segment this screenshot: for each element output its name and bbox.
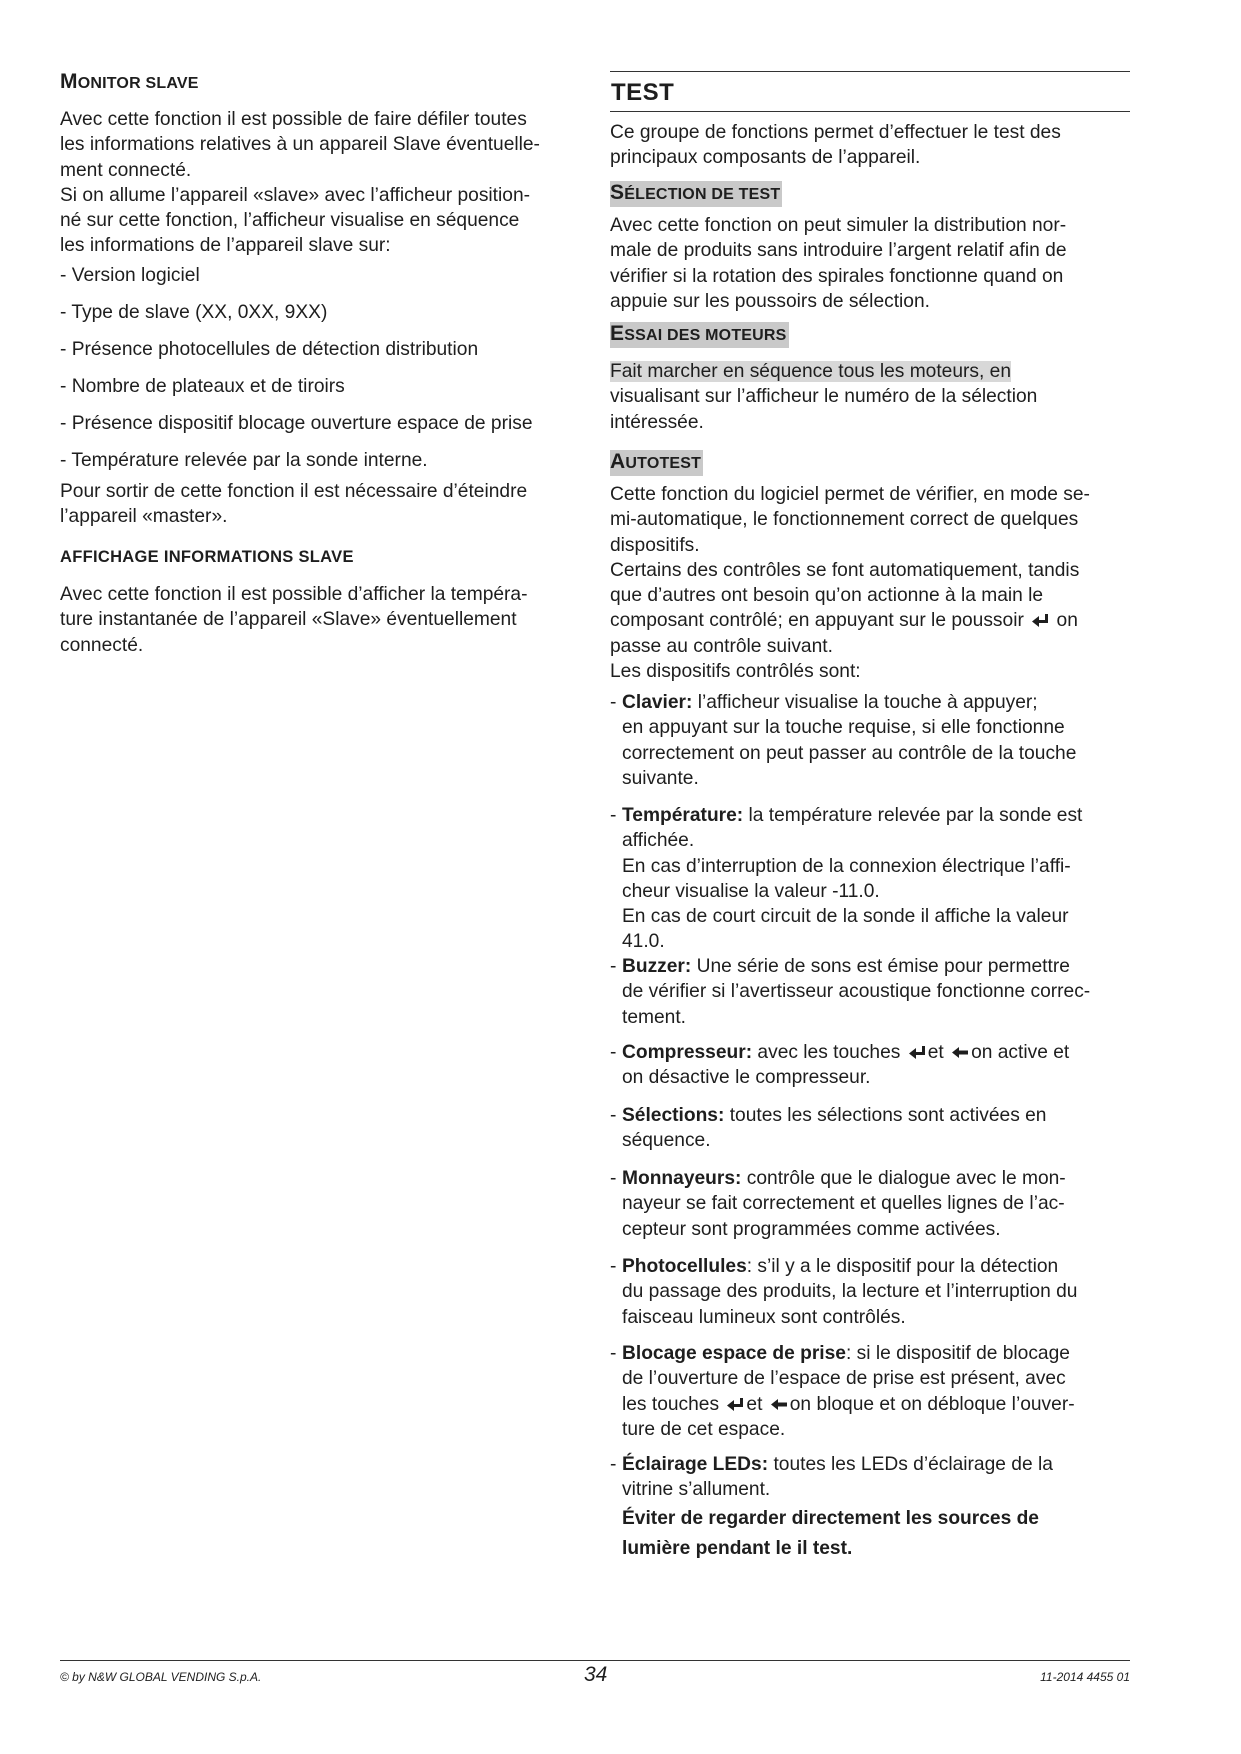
list-item-selections: - Sélections: toutes les sélections sont activées en séquence. — [610, 1105, 1047, 1152]
text-line: ment connecté. — [60, 159, 192, 181]
text-line: appuie sur les poussoirs de sélection. — [610, 290, 930, 312]
text-line: Pour sortir de cette fonction il est nécessaire d’éteindre — [60, 481, 528, 502]
text-line: Certains des contrôles se font automatiquement, tandis — [610, 559, 1080, 581]
list-item-temperature: - Température: la température relevée par la sonde est affichée. En cas d’interruption de la connexion électrique l’affi- cheur visualise la valeur -11.0. En cas de court circuit de la sonde il affiche la valeur 41.0. — [610, 805, 1083, 953]
text-line: ture instantanée de l’appareil «Slave» éventuellement — [60, 609, 517, 631]
back-key-icon — [770, 1397, 788, 1412]
monitor-slave-title: MONITOR SLAVE — [60, 70, 199, 93]
list-item: - Version logiciel — [60, 265, 200, 286]
autotest-title: AUTOTEST — [610, 450, 703, 476]
text-line: Avec cette fonction on peut simuler la distribution nor- — [610, 215, 1067, 236]
list-item: - Nombre de plateaux et de tiroirs — [60, 376, 345, 397]
affichage-title: AFFICHAGE INFORMATIONS SLAVE — [60, 548, 354, 566]
monitor-slave-exit-paragraph — [60, 479, 527, 530]
autotest-paragraph — [610, 482, 1090, 684]
text-line: vérifier si la rotation des spirales fonctionne quand on — [610, 265, 1064, 287]
list-item: - Température relevée par la sonde interne. — [60, 450, 428, 471]
test-title: TEST — [610, 71, 1130, 112]
copyright: © by N&W GLOBAL VENDING S.p.A. — [60, 1670, 262, 1684]
enter-key-icon — [908, 1045, 926, 1060]
test-title-block — [610, 71, 1130, 112]
list-item-monnayeurs: - Monnayeurs: contrôle que le dialogue avec le mon- nayeur se fait correctement et quelles lignes de l’ac- cepteur sont programmées comme activées. — [610, 1168, 1066, 1240]
back-key-icon — [951, 1045, 969, 1060]
text-line: Avec cette fonction il est possible d’afficher la tempéra- — [60, 584, 528, 605]
list-item: - Présence photocellules de détection distribution — [60, 339, 479, 360]
text-line: dispositifs. — [610, 534, 700, 556]
text-line: Les dispositifs contrôlés sont: — [610, 661, 861, 683]
list-item-clavier: - Clavier: l’afficheur visualise la touche à appuyer; en appuyant sur la touche requise, si elle fonctionne correctement on peut passer au contrôle de la touche suivante. — [610, 692, 1077, 789]
selection-test-title: SÉLECTION DE TEST — [610, 181, 782, 207]
text-line: visualisant sur l’afficheur le numéro de la sélection — [610, 386, 1038, 408]
text-line: les informations relatives à un appareil Slave éventuelle- — [60, 134, 540, 156]
warning-text: lumière pendant le il test. — [622, 1537, 853, 1559]
essai-moteurs-paragraph — [610, 359, 1037, 435]
selection-test-paragraph — [610, 213, 1067, 314]
text-line: passe au contrôle suivant. — [610, 635, 833, 657]
list-item: - Présence dispositif blocage ouverture espace de prise — [60, 413, 533, 434]
text-line: composant contrôlé; en appuyant sur le poussoir on — [610, 610, 1078, 632]
page-footer — [60, 1660, 1130, 1691]
essai-moteurs-title: ESSAI DES MOTEURS — [610, 322, 789, 348]
list-item-compresseur: - Compresseur: avec les touches et on active et on désactive le compresseur. — [610, 1042, 1070, 1089]
enter-key-icon — [1031, 613, 1049, 628]
text-line: l’appareil «master». — [60, 506, 228, 528]
highlighted-text: Fait marcher en séquence tous les moteurs, en — [610, 361, 1012, 382]
page-number: 34 — [584, 1663, 608, 1686]
text-line: Cette fonction du logiciel permet de vérifier, en mode se- — [610, 484, 1090, 505]
affichage-paragraph — [60, 582, 528, 658]
list-item-eclairage: - Éclairage LEDs: toutes les LEDs d’éclairage de la vitrine s’allument. Éviter de regarder directement les sources de lumière pendant le il test. — [610, 1452, 1053, 1561]
text-line: Avec cette fonction il est possible de faire défiler toutes — [60, 109, 527, 130]
text-line: Ce groupe de fonctions permet d’effectuer le test des — [610, 122, 1061, 143]
list-item: - Type de slave (XX, 0XX, 9XX) — [60, 302, 328, 323]
list-item-blocage: - Blocage espace de prise: si le dispositif de blocage de l’ouverture de l’espace de prise est présent, avec les touches et on bloque et on débloque l’ouver- ture de cet espace. — [610, 1343, 1075, 1440]
monitor-slave-paragraph — [60, 107, 540, 259]
text-line: male de produits sans introduire l’argent relatif afin de — [610, 240, 1067, 262]
text-line: intéressée. — [610, 411, 704, 433]
text-line: principaux composants de l’appareil. — [610, 147, 921, 169]
test-intro — [610, 120, 1061, 171]
document-reference: 11-2014 4455 01 — [1040, 1670, 1130, 1684]
list-item-photocellules: - Photocellules: s’il y a le dispositif pour la détection du passage des produits, la lecture et l’interruption du faisceau lumineux sont contrôlés. — [610, 1256, 1078, 1328]
enter-key-icon — [726, 1397, 744, 1412]
text-line: Si on allume l’appareil «slave» avec l’afficheur position- — [60, 184, 530, 206]
warning-text: Éviter de regarder directement les sources de — [622, 1507, 1039, 1529]
text-line: mi-automatique, le fonctionnement correct de quelques — [610, 509, 1079, 531]
list-item-buzzer: - Buzzer: Une série de sons est émise pour permettre de vérifier si l’avertisseur acoustique fonctionne correc- tement. — [610, 956, 1091, 1028]
text-line: né sur cette fonction, l’afficheur visualise en séquence — [60, 210, 520, 232]
text-line: que d’autres ont besoin qu’on actionne à la main le — [610, 585, 1044, 607]
text-line: les informations de l’appareil slave sur: — [60, 235, 391, 257]
text-line: connecté. — [60, 634, 144, 656]
